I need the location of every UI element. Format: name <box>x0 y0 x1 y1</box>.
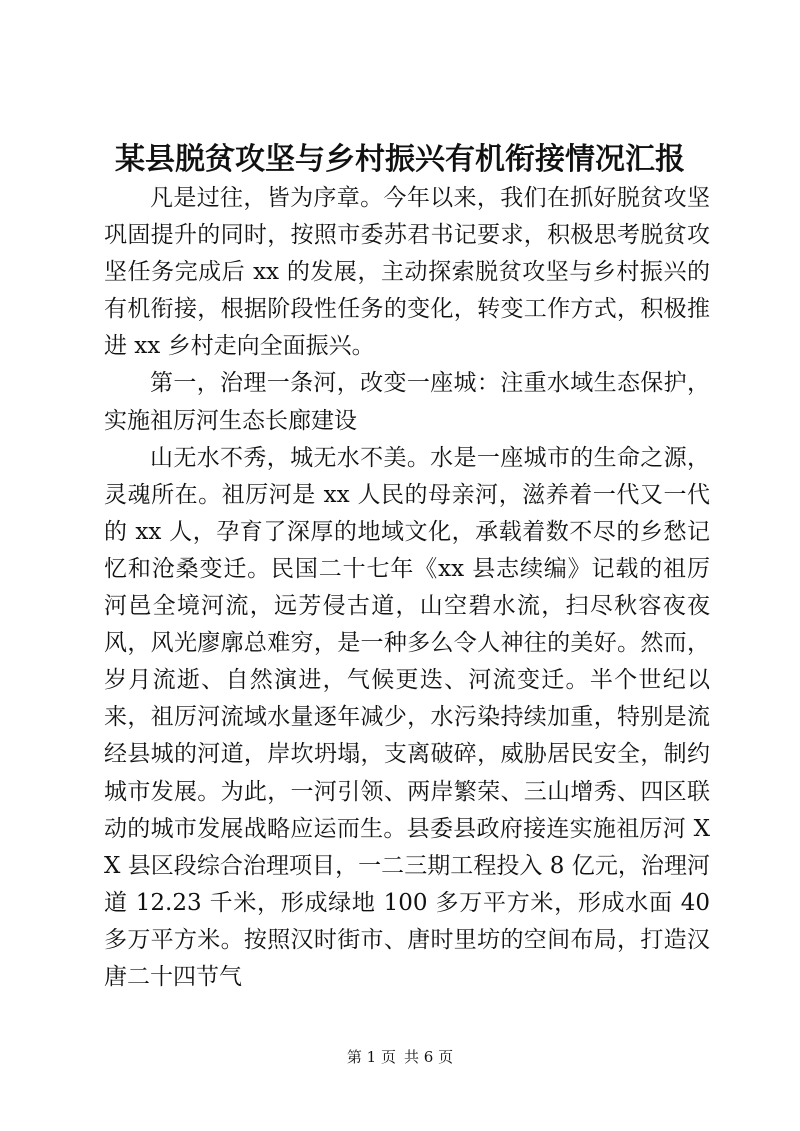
page-number: 第 1 页 <box>346 1048 396 1066</box>
page-total: 共 6 页 <box>404 1048 454 1066</box>
paragraph-heading-one: 第一，治理一条河，改变一座城：注重水域生态保护，实施祖厉河生态长廊建设 <box>104 370 710 434</box>
document-body <box>104 180 710 996</box>
paragraph-intro: 凡是过往，皆为序章。今年以来，我们在抓好脱贫攻坚巩固提升的同时，按照市委苏君书记要求，积极思考脱贫攻坚任务完成后 xx 的发展，主动探索脱贫攻坚与乡村振兴的有机衔接，根据阶段性任务的变化，转变工作方式，积极推进 xx 乡村走向全面振兴。 <box>104 185 710 360</box>
page-footer <box>0 1047 800 1067</box>
paragraph-river: 山无水不秀，城无水不美。水是一座城市的生命之源，灵魂所在。祖厉河是 xx 人民的母亲河，滋养着一代又一代的 xx 人，孕育了深厚的地域文化，承载着数不尽的乡愁记忆和沧桑变迁。民国二十七年《xx 县志续编》记载的祖厉河邑全境河流，远芳侵古道，山空碧水流，扫尽秋容夜夜风，风光廖廓总难穷，是一种多么令人神往的美好。然而，岁月流逝、自然演进，气候更迭、河流变迁。半个世纪以来，祖厉河流域水量逐年减少，水污染持续加重，特别是流经县城的河道，岸坎坍塌，支离破碎，威胁居民安全，制约城市发展。为此，一河引领、两岸繁荣、三山增秀、四区联动的城市发展战略应运而生。县委县政府接连实施祖厉河 XX 县区段综合治理项目，一二三期工程投入 8 亿元，治理河道 12.23 千米，形成绿地 100 多万平方米，形成水面 40 多万平方米。按照汉时街市、唐时里坊的空间布局，打造汉唐二十四节气 <box>104 444 710 990</box>
document-title: 某县脱贫攻坚与乡村振兴有机衔接情况汇报 <box>115 142 685 177</box>
